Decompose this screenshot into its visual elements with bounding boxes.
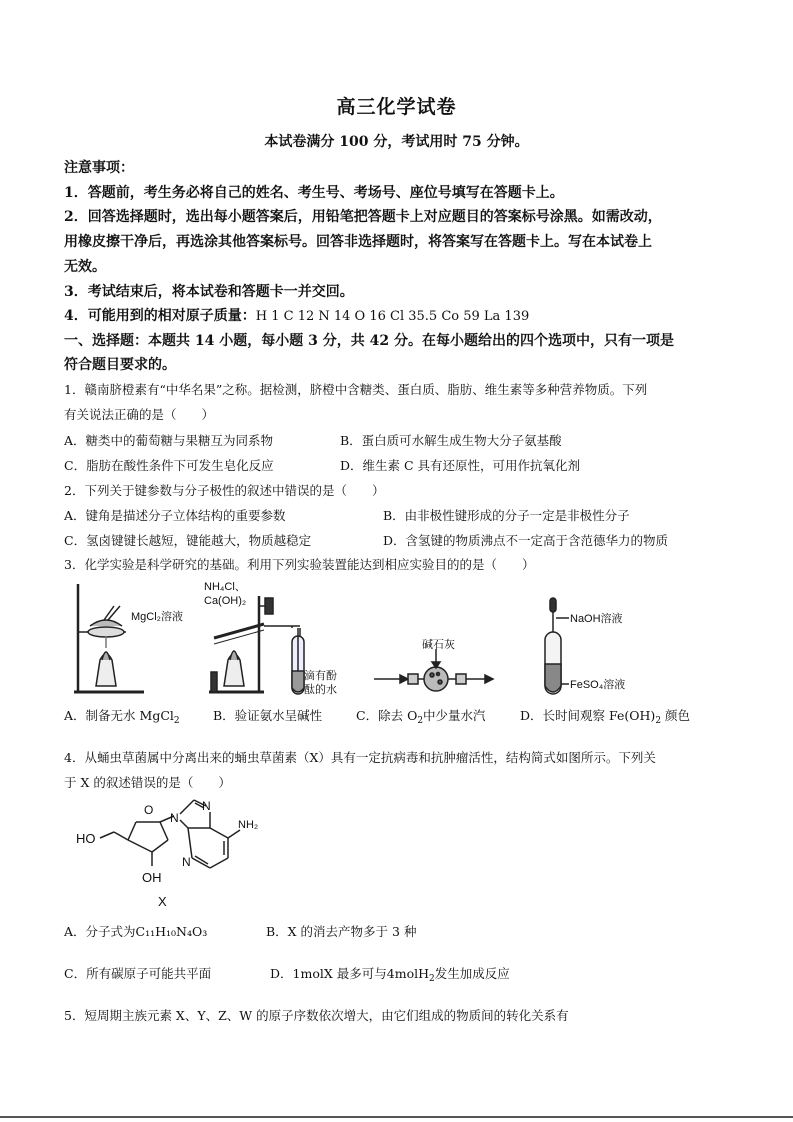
q4-d-sub: 2 <box>429 974 435 984</box>
atomic-masses: H 1 C 12 N 14 O 16 Cl 35.5 Co 59 La 139 <box>255 309 530 324</box>
notes-item-2-line-1: 2．回答选择题时，选出每小题答案后，用铅笔把答题卡上对应题目的答案标号涂黑。如需改动， <box>64 209 662 225</box>
q4-option-d <box>270 964 510 984</box>
fig-n1-label: N <box>170 811 179 825</box>
q2-option-b: B．由非极性键形成的分子一定是非极性分子 <box>383 508 630 523</box>
q3-a-sub: 2 <box>173 716 180 726</box>
fig-nh2-label: NH₂ <box>238 819 259 831</box>
q4-option-c: C．所有碳原子可能共平面 <box>64 966 212 981</box>
fig-phenol-text-1: 滴有酚 <box>304 670 337 682</box>
q3-c-sub: 2 <box>417 716 424 726</box>
fig-n3-label: N <box>182 855 191 869</box>
notes-item-1: 1．答题前，考生务必将自己的姓名、考生号、考场号、座位号填写在答题卡上。 <box>64 185 564 201</box>
fig-caoh2-text: Ca(OH)₂ <box>204 595 247 607</box>
q3-a-text: A．制备无水 <box>64 708 136 723</box>
q3-c-formula: O <box>407 708 418 723</box>
apparatus-b <box>209 596 304 694</box>
notes-heading: 注意事项： <box>64 160 134 176</box>
notes-item-4-label: 4．可能用到的相对原子质量： <box>64 308 256 324</box>
q3-option-d <box>520 706 690 726</box>
page-bottom-rule <box>0 1116 793 1118</box>
fig-mgcl2-text: MgCl₂溶液 <box>131 611 183 623</box>
q4-stem-line-2: 于 X 的叙述错误的是（ ） <box>64 775 231 790</box>
notes-item-4 <box>64 304 529 329</box>
q1-stem-line-1: 1．赣南脐橙素有“中华名果”之称。据检测，脐橙中含糖类、蛋白质、脂肪、维生素等多种营养物质。下列 <box>64 382 648 397</box>
label-mgcl2 <box>131 609 183 623</box>
q4-d-mid: 最多可与 <box>336 966 387 981</box>
section-1-heading-line-2: 符合题目要求的。 <box>64 357 176 373</box>
apparatus-a <box>74 584 144 692</box>
page-title: 高三化学试卷 <box>336 96 457 118</box>
q4-structure-figure <box>64 792 274 910</box>
q3-d-sub: 2 <box>655 716 662 726</box>
q4-d-formula-1: 1molX <box>292 966 333 981</box>
q3-option-a <box>64 706 180 726</box>
q3-apparatus-figure <box>64 576 664 701</box>
q4-d-post: 发生加成反应 <box>434 966 510 981</box>
q3-d-formula: Fe(OH) <box>609 708 656 723</box>
q1-option-c: C．脂肪在酸性条件下可发生皂化反应 <box>64 458 274 473</box>
fig-oh-label: OH <box>142 870 162 885</box>
q4-option-a <box>64 922 207 940</box>
fig-o-label: O <box>144 803 154 817</box>
q1-option-b: B．蛋白质可水解生成生物大分子氨基酸 <box>340 433 562 448</box>
q1-option-d: D．维生素 C 具有还原性，可用作抗氧化剂 <box>340 458 581 473</box>
fig-phenol-text-2: 酞的水 <box>304 684 337 696</box>
q4-d-text: D． <box>270 966 293 981</box>
fig-nh4cl-text: NH₄Cl、 <box>204 581 246 593</box>
fig-ho-label: HO <box>76 831 96 846</box>
q5-stem: 5．短周期主族元素 X、Y、Z、W 的原子序数依次增大，由它们组成的物质间的转化关系有 <box>64 1008 569 1023</box>
q2-option-d: D．含氢键的物质沸点不一定高于含范德华力的物质 <box>383 533 669 548</box>
q2-stem: 2．下列关于键参数与分子极性的叙述中错误的是（ ） <box>64 483 385 498</box>
q2-option-a: A．键角是描述分子立体结构的重要参数 <box>64 508 286 523</box>
notes-item-2-line-3: 无效。 <box>64 259 106 275</box>
q1-option-a: A．糖类中的葡萄糖与果糖互为同系物 <box>64 433 274 448</box>
q3-option-c <box>356 706 486 726</box>
q3-c-post: 中少量水汽 <box>423 708 486 723</box>
fig-naoh-text: NaOH溶液 <box>570 613 623 625</box>
apparatus-d <box>545 598 569 694</box>
q3-option-b: B．验证氨水呈碱性 <box>213 708 323 723</box>
notes-item-2-line-2: 用橡皮擦干净后，再选涂其他答案标号。回答非选择题时，将答案写在答题卡上。写在本试卷上 <box>64 234 652 250</box>
notes-item-3: 3．考试结束后，将本试卷和答题卡一并交回。 <box>64 284 354 300</box>
q3-d-post: 颜色 <box>665 708 691 723</box>
q4-stem-line-1: 4．从蛹虫草菌属中分离出来的蛹虫草菌素（X）具有一定抗病毒和抗肿瘤活性，结构简式如图所示。下列关 <box>64 750 656 765</box>
q2-option-c: C．氢卤键键长越短，键能越大，物质越稳定 <box>64 533 312 548</box>
section-1-heading-line-1: 一、选择题：本题共 14 小题，每小题 3 分，共 42 分。在每小题给出的四个选项中，只有一项是 <box>64 333 674 349</box>
fig-feso4-text: FeSO₄溶液 <box>570 679 626 691</box>
q3-a-formula: MgCl <box>139 708 174 723</box>
q3-d-text: D．长时间观察 <box>520 708 606 723</box>
q4-option-b: B．X 的消去产物多于 3 种 <box>266 924 417 939</box>
apparatus-c <box>374 649 493 691</box>
page-subtitle: 本试卷满分 100 分，考试用时 75 分钟。 <box>264 134 529 150</box>
fig-n2-label: N <box>202 799 211 813</box>
q3-c-text: C．除去 <box>356 708 404 723</box>
q4-a-formula: C₁₁H₁₀N₄O₃ <box>135 924 208 939</box>
fig-x-label: X <box>158 894 167 909</box>
q1-stem-line-2: 有关说法正确的是（ ） <box>64 407 215 422</box>
q4-a-text: A．分子式为 <box>64 924 136 939</box>
q4-d-formula-2: 4molH <box>386 966 429 981</box>
q3-stem: 3．化学实验是科学研究的基础。利用下列实验装置能达到相应实验目的的是（ ） <box>64 557 535 572</box>
fig-lime-text: 碱石灰 <box>422 639 455 651</box>
